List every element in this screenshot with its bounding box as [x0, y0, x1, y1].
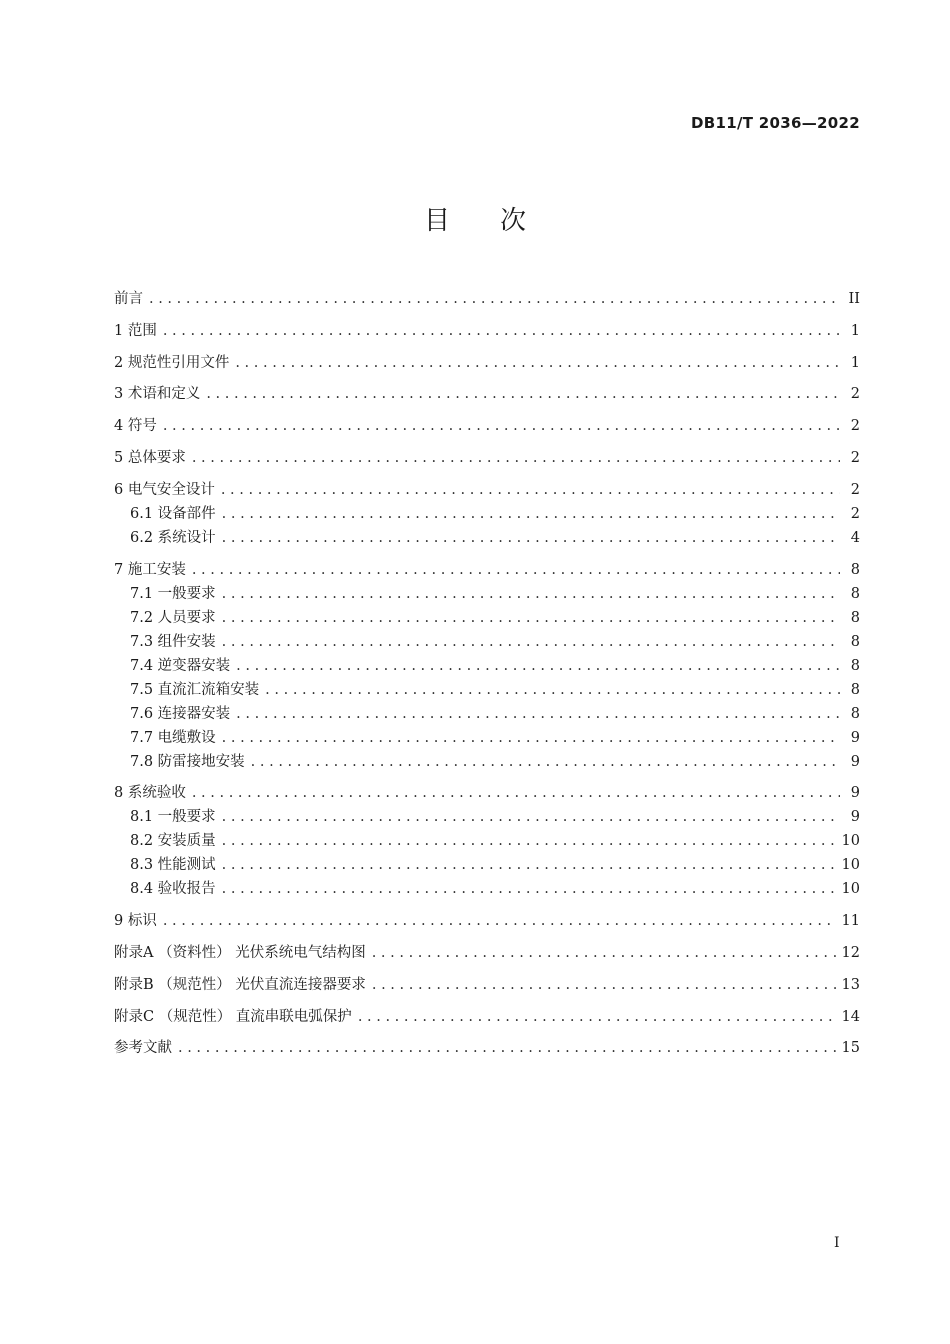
toc-entry-page: 2 [850, 386, 860, 403]
toc-entry[interactable] [114, 526, 860, 550]
toc-entry[interactable] [114, 287, 860, 311]
toc-entry-label: 附录C （规范性） 直流串联电弧保护 [114, 1008, 352, 1025]
toc-entry-label: 2 规范性引用文件 [114, 354, 230, 371]
toc-entry-label: 参考文献 [114, 1040, 172, 1057]
toc-entry-page: 8 [850, 609, 860, 626]
toc-entry-page: 10 [841, 833, 860, 850]
toc-entry-label: 7.4 逆变器安装 [130, 657, 231, 674]
toc-entry-label: 7.8 防雷接地安装 [130, 753, 245, 770]
toc-dot-leader [222, 582, 840, 606]
toc-entry-label: 8.2 安装质量 [130, 833, 216, 850]
toc-entry[interactable] [114, 1005, 860, 1029]
toc-entry[interactable] [114, 781, 860, 805]
table-of-contents [114, 287, 860, 1060]
toc-entry[interactable] [114, 805, 860, 829]
toc-dot-leader [236, 702, 840, 726]
toc-entry-page: 8 [850, 657, 860, 674]
toc-entry[interactable] [114, 750, 860, 774]
toc-entry-page: 2 [850, 481, 860, 498]
toc-dot-leader [178, 1036, 836, 1060]
toc-dot-leader [163, 319, 840, 343]
toc-dot-leader [222, 853, 836, 877]
toc-entry-label: 8.4 验收报告 [130, 881, 216, 898]
toc-entry-page: 1 [850, 354, 860, 371]
toc-entry-label: 4 符号 [114, 418, 157, 435]
toc-entry-page: 8 [850, 681, 860, 698]
toc-entry-page: 8 [850, 633, 860, 650]
toc-entry-page: 13 [841, 976, 860, 993]
toc-entry-label: 5 总体要求 [114, 449, 186, 466]
toc-entry[interactable] [114, 654, 860, 678]
toc-entry-page: 8 [850, 585, 860, 602]
toc-entry-page: 8 [850, 705, 860, 722]
toc-entry-label: 7.7 电缆敷设 [130, 729, 216, 746]
toc-dot-leader [222, 526, 840, 550]
toc-entry[interactable] [114, 446, 860, 470]
toc-entry-page: 15 [841, 1040, 860, 1057]
toc-entry[interactable] [114, 702, 860, 726]
toc-entry-page: 2 [850, 418, 860, 435]
toc-entry[interactable] [114, 414, 860, 438]
document-number: DB11/T 2036—2022 [691, 114, 860, 132]
toc-entry[interactable] [114, 877, 860, 901]
toc-entry-page: 1 [850, 322, 860, 339]
toc-entry[interactable] [114, 678, 860, 702]
toc-entry-label: 7.1 一般要求 [130, 585, 216, 602]
toc-entry-label: 8 系统验收 [114, 785, 186, 802]
toc-dot-leader [372, 973, 836, 997]
toc-dot-leader [372, 941, 836, 965]
toc-entry-label: 7.2 人员要求 [130, 609, 216, 626]
toc-entry[interactable] [114, 630, 860, 654]
toc-dot-leader [163, 414, 840, 438]
toc-dot-leader [222, 877, 836, 901]
toc-entry-page: 4 [850, 529, 860, 546]
toc-entry-page: 12 [841, 944, 860, 961]
toc-entry-page: 14 [841, 1008, 860, 1025]
toc-entry[interactable] [114, 606, 860, 630]
toc-entry-page: 8 [850, 561, 860, 578]
toc-entry-label: 6.2 系统设计 [130, 529, 216, 546]
toc-entry[interactable] [114, 478, 860, 502]
toc-entry[interactable] [114, 829, 860, 853]
toc-dot-leader [236, 654, 840, 678]
toc-dot-leader [221, 478, 840, 502]
toc-entry-page: 10 [841, 857, 860, 874]
toc-entry-label: 7 施工安装 [114, 561, 186, 578]
toc-entry-label: 7.6 连接器安装 [130, 705, 231, 722]
toc-entry[interactable] [114, 582, 860, 606]
toc-entry-page: 2 [850, 505, 860, 522]
toc-entry[interactable] [114, 941, 860, 965]
page-title: 目次 [423, 206, 576, 236]
toc-entry-label: 8.3 性能测试 [130, 857, 216, 874]
toc-dot-leader [222, 606, 840, 630]
toc-entry-label: 9 标识 [114, 913, 157, 930]
toc-dot-leader [251, 750, 840, 774]
toc-entry-label: 前言 [114, 291, 143, 307]
toc-entry-page: 9 [850, 809, 860, 826]
toc-entry[interactable] [114, 853, 860, 877]
toc-dot-leader [222, 805, 840, 829]
toc-dot-leader [206, 382, 840, 406]
toc-entry-page: 9 [850, 753, 860, 770]
toc-entry[interactable] [114, 726, 860, 750]
toc-entry-label: 附录A （资料性） 光伏系统电气结构图 [114, 944, 366, 961]
toc-entry-label: 1 范围 [114, 322, 157, 339]
toc-entry[interactable] [114, 502, 860, 526]
toc-entry-label: 附录B （规范性） 光伏直流连接器要求 [114, 976, 366, 993]
toc-entry-page: 9 [850, 785, 860, 802]
toc-dot-leader [222, 726, 840, 750]
toc-entry[interactable] [114, 909, 860, 933]
toc-entry[interactable] [114, 319, 860, 343]
toc-entry[interactable] [114, 973, 860, 997]
toc-dot-leader [265, 678, 840, 702]
page-number: I [834, 1235, 840, 1251]
toc-dot-leader [222, 630, 840, 654]
toc-entry[interactable] [114, 382, 860, 406]
toc-entry[interactable] [114, 1036, 860, 1060]
toc-dot-leader [222, 829, 836, 853]
toc-entry-page: II [848, 291, 860, 307]
toc-entry-label: 7.3 组件安装 [130, 633, 216, 650]
toc-entry[interactable] [114, 351, 860, 375]
toc-dot-leader [192, 781, 840, 805]
toc-dot-leader [222, 502, 840, 526]
toc-entry-page: 11 [841, 913, 860, 930]
toc-entry-label: 8.1 一般要求 [130, 809, 216, 826]
toc-entry-label: 7.5 直流汇流箱安装 [130, 681, 260, 698]
toc-dot-leader [192, 558, 840, 582]
toc-entry-page: 2 [850, 449, 860, 466]
toc-entry[interactable] [114, 558, 860, 582]
toc-entry-label: 3 术语和定义 [114, 386, 201, 403]
toc-entry-page: 9 [850, 729, 860, 746]
toc-dot-leader [235, 351, 840, 375]
toc-dot-leader [149, 287, 840, 311]
toc-dot-leader [163, 909, 836, 933]
toc-entry-label: 6 电气安全设计 [114, 481, 215, 498]
toc-dot-leader [358, 1005, 836, 1029]
toc-dot-leader [192, 446, 840, 470]
toc-entry-label: 6.1 设备部件 [130, 505, 216, 522]
toc-entry-page: 10 [841, 881, 860, 898]
